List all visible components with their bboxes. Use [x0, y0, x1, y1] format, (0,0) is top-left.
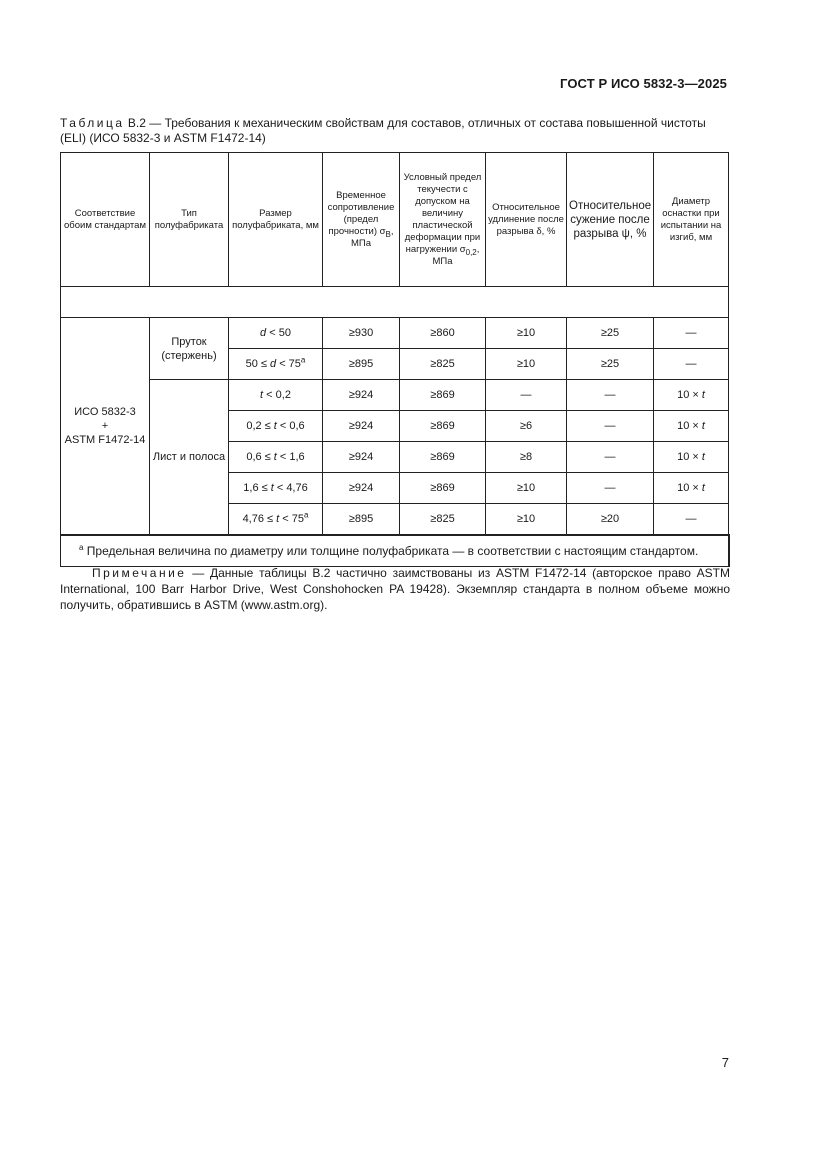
- mandrel-variable: t: [701, 482, 705, 494]
- table-footnote: [61, 535, 729, 567]
- cell-mandrel: [654, 318, 729, 349]
- cell-reduction: —: [567, 442, 654, 473]
- header-yield-sub: 0,2: [465, 247, 477, 257]
- size-variable: t: [260, 389, 264, 401]
- size-variable: t: [276, 513, 280, 525]
- cell-yield: ≥860: [400, 318, 486, 349]
- header-yield-text: Условный предел текучести с допуском на величину пластической деформации при нагружении σ: [403, 171, 482, 255]
- header-tensile-sub: В: [385, 229, 391, 239]
- mandrel-value: —: [685, 358, 697, 370]
- cell-standard: [61, 318, 150, 536]
- size-footnote-marker: a: [303, 510, 309, 520]
- mandrel-variable: t: [701, 451, 705, 463]
- cell-size: [229, 349, 323, 380]
- mandrel-variable: t: [701, 420, 705, 432]
- size-variable: t: [273, 451, 277, 463]
- cell-size: [229, 473, 323, 504]
- cell-size: [229, 380, 323, 411]
- cell-yield: ≥869: [400, 380, 486, 411]
- footnote-text: Предельная величина по диаметру или толщине полуфабриката — в соответствии с настоящим стандартом.: [83, 544, 699, 558]
- size-prefix: 0,6 ≤: [246, 451, 274, 463]
- cell-yield: ≥869: [400, 442, 486, 473]
- header-reduction: Относительное сужение после разрыва ψ, %: [567, 153, 654, 287]
- table-caption-prefix: Таблица: [60, 116, 125, 130]
- cell-elongation: ≥10: [486, 349, 567, 380]
- cell-tensile: ≥924: [323, 411, 400, 442]
- cell-reduction: ≥25: [567, 318, 654, 349]
- mandrel-value: 10 ×: [677, 482, 702, 494]
- size-prefix: 50 ≤: [245, 358, 271, 370]
- size-variable: d: [270, 358, 277, 370]
- mandrel-value: —: [685, 327, 697, 339]
- standard-line-2: +: [101, 420, 109, 432]
- table-gap-row: [61, 287, 729, 318]
- cell-elongation: ≥10: [486, 504, 567, 536]
- size-variable: d: [260, 327, 267, 339]
- mandrel-value: 10 ×: [677, 420, 702, 432]
- size-suffix: < 0,6: [276, 420, 305, 432]
- size-suffix: < 75: [276, 358, 301, 370]
- size-prefix: 4,76 ≤: [242, 513, 277, 525]
- page-number: 7: [721, 1055, 729, 1070]
- cell-group-bar: Пруток (стержень): [150, 318, 229, 380]
- cell-tensile: ≥924: [323, 442, 400, 473]
- cell-size: [229, 318, 323, 349]
- note-text: — Данные таблицы В.2 частично заимствованы из ASTM F1472-14 (авторское право ASTM International, 100 Barr Harbor Drive, West Conshohocken PA 19428). Экземпляр стандарта в полном объеме можно получить, обратившись в ASTM (www.astm.org).: [60, 566, 730, 612]
- cell-size: [229, 442, 323, 473]
- table-row: [61, 380, 729, 411]
- table-caption-number: В.2: [127, 116, 146, 130]
- cell-yield: ≥825: [400, 349, 486, 380]
- cell-mandrel: [654, 380, 729, 411]
- header-yield-unit: , МПа: [432, 243, 480, 267]
- cell-elongation: ≥6: [486, 411, 567, 442]
- footnote-marker: a: [79, 543, 84, 552]
- header-elongation: Относительное удлинение после разрыва δ, %: [486, 153, 567, 287]
- cell-elongation: ≥8: [486, 442, 567, 473]
- mandrel-value: 10 ×: [677, 451, 702, 463]
- table-caption-text: — Требования к механическим свойствам для составов, отличных от состава повышенной чистоты (ELI) (ИСО 5832-3 и ASTM F1472-14): [60, 116, 706, 145]
- cell-reduction: —: [567, 473, 654, 504]
- table-gap-cell: [61, 287, 729, 318]
- standard-line-1: ИСО 5832-3: [74, 406, 136, 418]
- cell-mandrel: [654, 411, 729, 442]
- mechanical-properties-table: [60, 152, 730, 567]
- cell-reduction: —: [567, 380, 654, 411]
- cell-tensile: ≥924: [323, 473, 400, 504]
- table-note: [60, 565, 730, 613]
- size-suffix: < 4,76: [273, 482, 308, 494]
- cell-tensile: ≥895: [323, 349, 400, 380]
- header-tensile-unit: , МПа: [350, 225, 394, 249]
- header-yield: [400, 153, 486, 287]
- cell-yield: ≥869: [400, 411, 486, 442]
- header-tensile-text: Временное сопротивление (предел прочности) σ: [327, 189, 395, 237]
- cell-group-sheet: Лист и полоса: [150, 380, 229, 536]
- size-suffix: < 0,2: [263, 389, 291, 401]
- table-footnote-row: [61, 535, 729, 567]
- header-standard: Соответствие обоим стандартам: [61, 153, 150, 287]
- header-tensile: [323, 153, 400, 287]
- table-caption: [60, 116, 730, 146]
- cell-mandrel: [654, 442, 729, 473]
- cell-elongation: —: [486, 380, 567, 411]
- cell-mandrel: [654, 473, 729, 504]
- header-size: Размер полуфабриката, мм: [229, 153, 323, 287]
- size-suffix: < 75: [279, 513, 304, 525]
- cell-elongation: ≥10: [486, 473, 567, 504]
- cell-reduction: —: [567, 411, 654, 442]
- size-variable: t: [273, 420, 277, 432]
- cell-mandrel: [654, 349, 729, 380]
- table-header-row: [61, 153, 729, 287]
- cell-reduction: ≥25: [567, 349, 654, 380]
- size-prefix: 0,2 ≤: [246, 420, 274, 432]
- cell-yield: ≥869: [400, 473, 486, 504]
- document-standard-code: ГОСТ Р ИСО 5832-3—2025: [560, 76, 727, 91]
- note-label: Примечание: [92, 566, 187, 580]
- cell-mandrel: [654, 504, 729, 536]
- size-suffix: < 1,6: [276, 451, 305, 463]
- header-mandrel: Диаметр оснастки при испытании на изгиб, мм: [654, 153, 729, 287]
- mandrel-value: 10 ×: [677, 389, 702, 401]
- cell-size: [229, 504, 323, 536]
- cell-elongation: ≥10: [486, 318, 567, 349]
- cell-tensile: ≥895: [323, 504, 400, 536]
- size-prefix: 1,6 ≤: [243, 482, 271, 494]
- cell-reduction: ≥20: [567, 504, 654, 536]
- size-footnote-marker: a: [300, 355, 306, 365]
- header-semi-type: Тип полуфабриката: [150, 153, 229, 287]
- mandrel-variable: t: [701, 389, 705, 401]
- cell-yield: ≥825: [400, 504, 486, 536]
- size-variable: t: [270, 482, 274, 494]
- standard-line-3: ASTM F1472-14: [64, 434, 146, 446]
- cell-tensile: ≥924: [323, 380, 400, 411]
- table-row: [61, 318, 729, 349]
- size-suffix: < 50: [266, 327, 291, 339]
- cell-size: [229, 411, 323, 442]
- mandrel-value: —: [685, 513, 697, 525]
- cell-tensile: ≥930: [323, 318, 400, 349]
